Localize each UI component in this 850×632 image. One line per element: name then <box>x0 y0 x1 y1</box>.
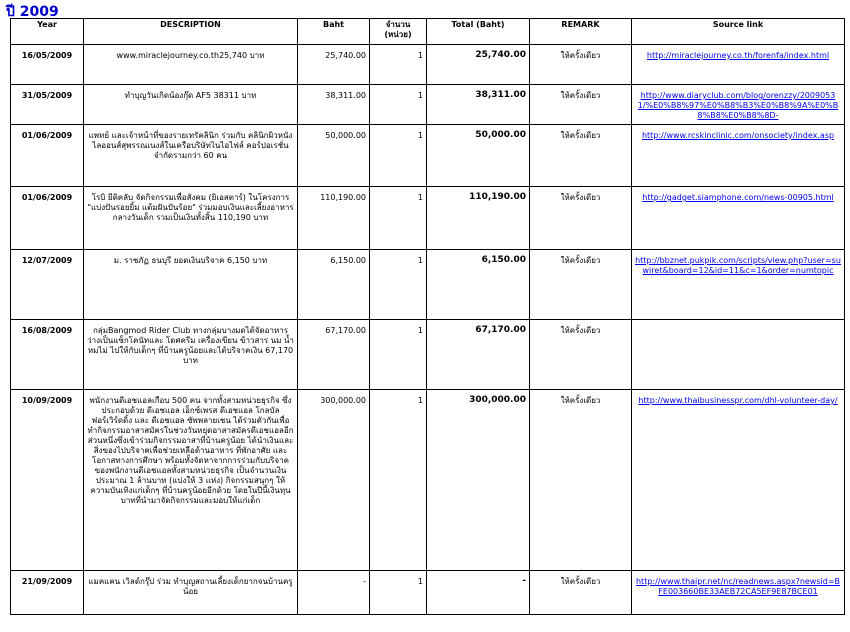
row-qty: 1 <box>370 125 427 187</box>
header-total: Total (Baht) <box>427 19 530 45</box>
row-description: ม. ราชภัฏ ธนบุรี ยอดเงินบริจาค 6,150 บาท <box>84 250 298 320</box>
row-remark: ให้ครั้งเดียว <box>530 390 632 571</box>
row-remark: ให้ครั้งเดียว <box>530 320 632 390</box>
table-row <box>11 320 845 390</box>
row-date: 16/05/2009 <box>11 45 84 85</box>
row-qty: 1 <box>370 390 427 571</box>
row-remark: ให้ครั้งเดียว <box>530 250 632 320</box>
row-baht: 67,170.00 <box>298 320 370 390</box>
row-total: 6,150.00 <box>427 250 530 320</box>
row-description: แพทย์ และเจ้าหน้าที่ของรายเทรัคลินิก ร่วมกับ คลินิกผิวหนังไลออนส์สุพรรณเนงส์ในเครือบริษัทไนไอไฟล์ คอร์ปอเรชั่น จำกัดรามกว่า 60 คน <box>84 125 298 187</box>
row-remark: ให้ครั้งเดียว <box>530 571 632 615</box>
header-row <box>11 19 845 45</box>
row-remark: ให้ครั้งเดียว <box>530 187 632 250</box>
table-row <box>11 250 845 320</box>
table-row <box>11 45 845 85</box>
row-total: 38,311.00 <box>427 85 530 125</box>
row-source <box>632 571 845 615</box>
row-source <box>632 125 845 187</box>
row-total: 50,000.00 <box>427 125 530 187</box>
row-date: 16/08/2009 <box>11 320 84 390</box>
page-title: ปี 2009 <box>6 4 59 20</box>
source-link[interactable]: http://www.thaibusinesspr.com/dhl-volunteer-day/ <box>638 396 838 405</box>
row-source <box>632 45 845 85</box>
row-baht: 300,000.00 <box>298 390 370 571</box>
row-source <box>632 187 845 250</box>
row-qty: 1 <box>370 320 427 390</box>
row-baht: 110,190.00 <box>298 187 370 250</box>
row-source <box>632 250 845 320</box>
row-date: 01/06/2009 <box>11 187 84 250</box>
row-remark: ให้ครั้งเดียว <box>530 85 632 125</box>
row-qty: 1 <box>370 45 427 85</box>
header-remark: REMARK <box>530 19 632 45</box>
donation-table <box>10 18 845 615</box>
row-source <box>632 390 845 571</box>
table-row <box>11 85 845 125</box>
row-description: โรบิ ยีติคลับ จัดกิจกรรมเพื่อสังคม (ยิเอสตาร์) ในโครงการ "แบ่งปันรอยยิ้ม แต้มฝันปันร้อย" ร่วมมอบเงินและเลี้ยงอาหารกลางวันเด็ก รวมเป็นเงินทั้งสิ้น 110,190 บาท <box>84 187 298 250</box>
row-total: 67,170.00 <box>427 320 530 390</box>
row-baht: - <box>298 571 370 615</box>
table-row <box>11 125 845 187</box>
row-total: 300,000.00 <box>427 390 530 571</box>
table-row <box>11 187 845 250</box>
row-description: กลุ่มBangmod Rider Club ทางกลุ่มบางมดได้จัดอาหารว่างเป็นแซ็กโคนัทและ โดศครีม เครื่องเขียน ข้าวสาร นม น้ำหมไม่ ไปให้กับเด็กๆ ที่บ้านครูน้อยและได้บริจาคเงิน 67,170 บาท <box>84 320 298 390</box>
header-source: Source link <box>632 19 845 45</box>
row-date: 01/06/2009 <box>11 125 84 187</box>
source-link[interactable]: http://www.rcskinclinic.com/onsociety/index.asp <box>641 131 835 140</box>
row-date: 31/05/2009 <box>11 85 84 125</box>
row-qty: 1 <box>370 250 427 320</box>
row-source <box>632 320 845 390</box>
row-baht: 25,740.00 <box>298 45 370 85</box>
row-qty: 1 <box>370 187 427 250</box>
row-total: 110,190.00 <box>427 187 530 250</box>
table-row <box>11 571 845 615</box>
row-total: - <box>427 571 530 615</box>
source-link[interactable]: http://www.thaipr.net/nc/readnews.aspx?newsid=BFE003660BE33AEB72CA5EF9E87BCE01 <box>635 577 841 596</box>
table-row <box>11 390 845 571</box>
header-qty: จำนวน (หน่วย) <box>370 19 427 45</box>
row-date: 12/07/2009 <box>11 250 84 320</box>
header-baht: Baht <box>298 19 370 45</box>
row-baht: 50,000.00 <box>298 125 370 187</box>
source-link[interactable]: http://gadget.siamphone.com/news-00905.html <box>642 193 834 202</box>
row-description: แมคแคน เวิลด์กรุ๊ป ร่วม ทำบุญสถานเลี้ยงเด็กยากจนบ้านครูน้อย <box>84 571 298 615</box>
header-year: Year <box>11 19 84 45</box>
header-description: DESCRIPTION <box>84 19 298 45</box>
source-link[interactable]: http://www.diaryclub.com/blog/orenzzy/20090531/%E0%B8%97%E0%B8%B3%E0%B8%9A%E0%B8%B8%E0%B8%8D- <box>637 91 839 120</box>
row-date: 21/09/2009 <box>11 571 84 615</box>
row-total: 25,740.00 <box>427 45 530 85</box>
row-baht: 6,150.00 <box>298 250 370 320</box>
row-qty: 1 <box>370 85 427 125</box>
source-link[interactable]: http://miraclejourney.co.th/forenfa/index.html <box>646 51 830 60</box>
row-description: www.miraclejourney.co.th25,740 บาท <box>84 45 298 85</box>
row-description: พนักงานดีเอชแอลเกือบ 500 คน จากทั้งสามหน่วยธุรกิจ ซึ่งประกอบด้วย ดีเอชแอล เอ็กซ์เพรส ดีเอชแอล โกลบัล ฟอร์เวิร์ดดิ้ง และ ดีเอชแอล ซัพพลายเชน ได้ร่วมตัวกันเพื่อทำกิจกรรมอาสาสมัครในช่วงวันหยุดอาสาสมัครดีเอชแอลอีกส่วนหนึ่งซึ่งเข้าร่วมกิจกรรมอาสาที่บ้านครูน้อย ได้นำเงินและสิ่งของไปบริจาคเพื่อช่วยเหลือด้านอาหาร ที่พักอาศัย และโอกาสทางการศึกษา พร้อมทั้งจัดหาจากการร่วมกับบริจาคของพนักงานดีเอชแอลทั้งสามหน่วยธุรกิจ เป็นจำนวนเงินประมาณ 1 ล้านบาท (แบ่งให้ 3 แห่ง) กิจกรรมสนุกๆ ให้ความบันเทิงแก่เด็กๆ ที่บ้านครูน้อยอีกด้วย โดยในปีนี้เงินทุนบาทที่นำมาจัดกิจกรรมและมอบให้แก่เด็ก <box>84 390 298 571</box>
source-link[interactable]: http://bbznet.pukpik.com/scripts/view.php?user=suwiret&board=12&id=11&c=1&order=numtopic <box>635 256 841 275</box>
row-remark: ให้ครั้งเดียว <box>530 45 632 85</box>
row-remark: ให้ครั้งเดียว <box>530 125 632 187</box>
row-source <box>632 85 845 125</box>
row-qty: 1 <box>370 571 427 615</box>
row-date: 10/09/2009 <box>11 390 84 571</box>
row-description: ทำบุญวันเกิดน้องกุ๊ด AF5 38311 บาท <box>84 85 298 125</box>
row-baht: 38,311.00 <box>298 85 370 125</box>
